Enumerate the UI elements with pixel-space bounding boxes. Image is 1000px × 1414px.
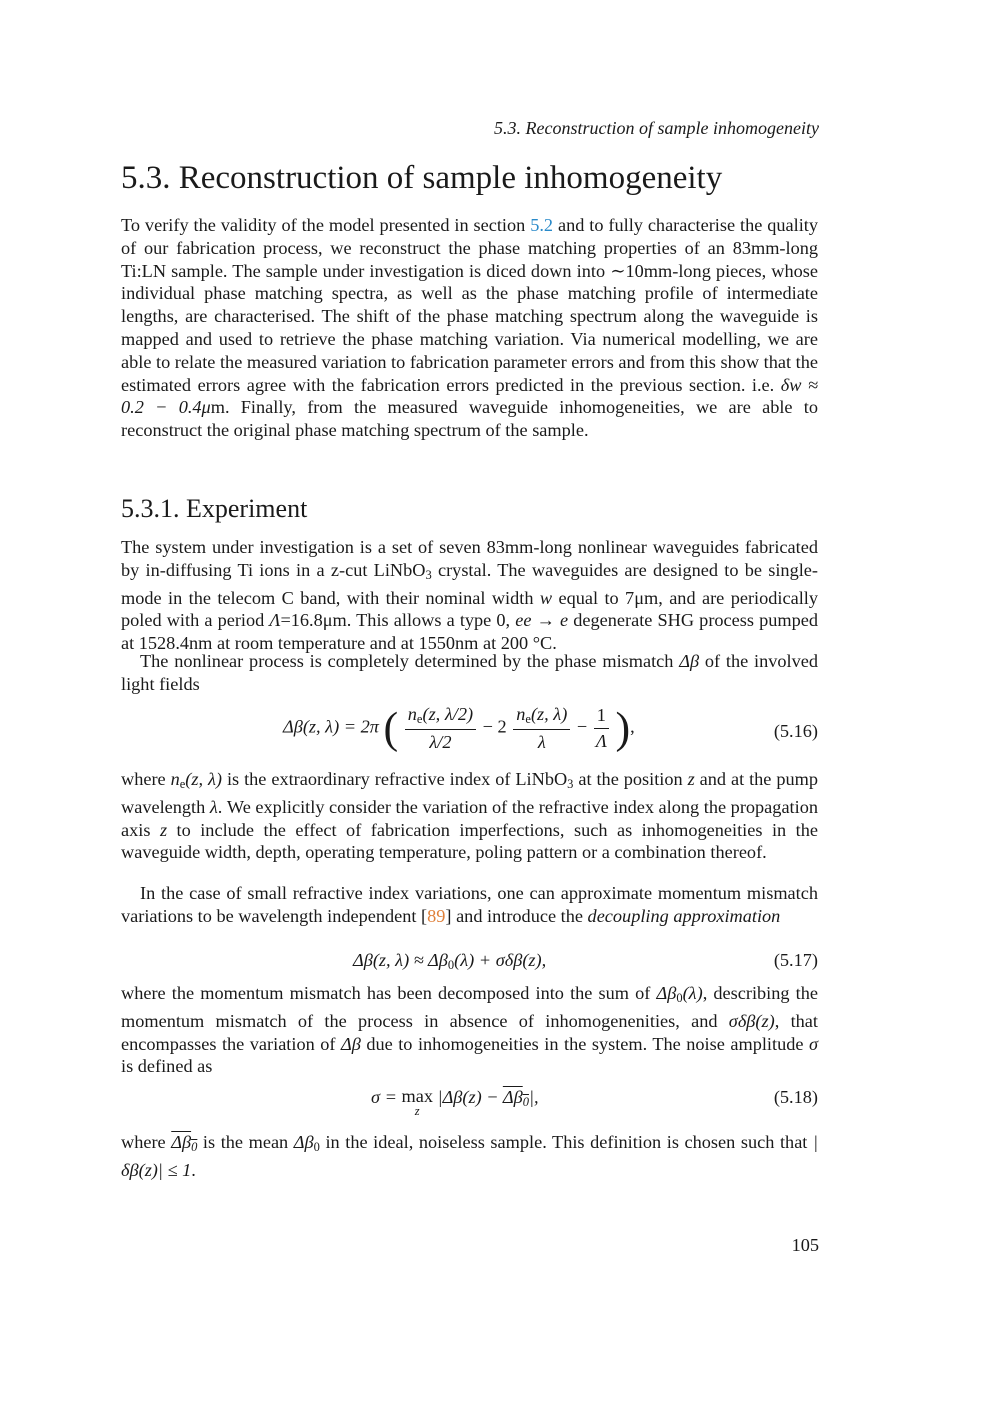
text: at the position (573, 769, 688, 789)
inline-math: z (687, 769, 695, 789)
symbol: |Δβ(z) − (432, 1087, 503, 1107)
text: and at the pump wavelength (121, 769, 818, 817)
text: In the case of small refractive index variations, one can approximate momentum mismatch variations to be wavelength independent [ (121, 883, 818, 926)
running-head: 5.3. Reconstruction of sample inhomogeneity (494, 118, 819, 138)
inline-math: (z, λ) (185, 769, 223, 789)
denominator (594, 729, 609, 752)
text: is the extraordinary refractive index of LiNbO (222, 769, 568, 789)
numerator (513, 704, 570, 730)
inline-math: Δβ (679, 651, 700, 671)
text: The nonlinear process is completely determined by the phase mismatch (140, 651, 680, 671)
subscript: 0 (522, 1095, 529, 1109)
fraction (405, 704, 476, 753)
text: where (121, 769, 171, 789)
intro-paragraph (121, 214, 818, 442)
text: , describing the momentum mismatch of the process in absence of inhomogenenities, and (121, 983, 818, 1031)
max-subscript: z (414, 1104, 420, 1118)
text: , that encompasses the variation of (121, 1010, 818, 1054)
left-paren: ( (383, 703, 399, 753)
text: where (121, 1132, 172, 1152)
inline-math: (λ) (682, 983, 703, 1003)
equation-body (283, 704, 635, 753)
subscript: e (179, 777, 186, 791)
equation-5-18 (121, 1087, 818, 1123)
text: . We explicitly consider the variation of the refractive index along the propagation axis (121, 796, 818, 840)
operator: − (576, 716, 588, 737)
numerator (405, 704, 476, 730)
inline-math: Δβ (293, 1132, 314, 1152)
emphasis: decoupling approximation (587, 905, 781, 926)
inline-math: Δβ (340, 1033, 361, 1054)
text: . (191, 1159, 196, 1180)
equation-5-16 (121, 704, 818, 760)
punctuation: , (630, 716, 635, 737)
symbol: Δβ (502, 1087, 523, 1107)
text: =16.8μm. This allows a type 0, (280, 610, 516, 631)
text: To verify the validity of the model presented in section (121, 215, 531, 235)
right-paren: ) (615, 703, 631, 753)
symbol: (z, λ) (530, 704, 568, 724)
symbol: |, (528, 1087, 539, 1107)
overline-term (503, 1087, 529, 1107)
section-link[interactable]: 5.2 (530, 215, 554, 235)
inline-math: Λ (269, 610, 281, 631)
symbol: λ/2 (429, 732, 452, 752)
paragraph-definition (121, 1131, 818, 1182)
symbol: Δβ(z, λ) ≈ Δβ (353, 950, 448, 970)
subscript: 3 (567, 777, 574, 791)
subscript: e (416, 712, 423, 726)
subscript: 3 (425, 567, 432, 582)
text: of the involved light fields (121, 651, 819, 694)
symbol: Δβ (171, 1132, 192, 1152)
symbol: σ = (371, 1087, 402, 1107)
inline-math: σ (808, 1033, 818, 1054)
paragraph-mismatch (121, 650, 818, 696)
paragraph-system (121, 536, 818, 655)
subscript: 0 (676, 991, 683, 1005)
text: m. Finally, from the measured waveguide inhomogeneities, we are able to reconstruct the original phase matching spectrum of the sample. (121, 397, 818, 441)
numerator: 1 (594, 705, 609, 729)
equation-body (353, 950, 546, 973)
inline-math: δw ≈ 0.2 − 0.4μ (121, 374, 819, 418)
max-label: max (401, 1086, 433, 1106)
inline-math: λ (209, 796, 218, 817)
subscript: 0 (313, 1140, 320, 1154)
equation-body (371, 1087, 539, 1117)
symbol: n (516, 704, 526, 724)
symbol: λ (537, 732, 546, 752)
symbol: (z, λ/2) (422, 704, 474, 724)
inline-math: Δβ (656, 983, 677, 1003)
subsection-title: 5.3.1. Experiment (121, 494, 308, 523)
inline-math: z (159, 819, 168, 840)
text: is the mean (197, 1132, 294, 1152)
denominator (405, 730, 476, 753)
overline-term (171, 1132, 197, 1152)
inline-math: |δβ(z)| ≤ 1 (121, 1132, 818, 1180)
symbol: n (407, 704, 417, 724)
equation-number: (5.17) (773, 950, 818, 970)
symbol: (λ) + σδβ(z), (454, 950, 547, 970)
text: equal to 7μm, and are periodically poled with a period (121, 587, 819, 631)
max-operator (402, 1087, 433, 1117)
fraction (513, 704, 570, 753)
equation-5-17 (121, 950, 818, 974)
text: to include the effect of fabrication imperfections, such as inhomogeneities in the waveguide width, depth, operating temperature, poling pattern or a combination thereof. (121, 819, 818, 863)
denominator (513, 730, 570, 753)
inline-math: σδβ(z) (728, 1010, 775, 1031)
equation-number: (5.16) (773, 721, 818, 741)
text: ] and introduce the (445, 905, 588, 926)
subscript: 0 (447, 958, 455, 972)
citation-link[interactable]: 89 (427, 905, 446, 926)
paragraph-refractive-index (121, 768, 818, 864)
subscript: 0 (191, 1140, 198, 1154)
text: due to inhomogeneities in the system. The noise amplitude (360, 1033, 809, 1054)
text: and to fully characterise the quality of our fabrication process, we reconstruct the phase matching properties of an 83mm-long Ti:LN sample. The sample under investigation is diced down into ∼10mm-long pieces, whose individual phase matching spectra, as well as the phase matching profile of intermediate lengths, are characterised. The shift of the phase matching spectrum along the waveguide is mapped and used to retrieve the phase matching variation. Via numerical modelling, we are able to relate the measured variation to fabrication parameter errors and from this show that the estimated errors agree with the fabrication errors predicted in the previous section. i.e. (121, 215, 818, 395)
text: where the momentum mismatch has been decomposed into the sum of (121, 983, 657, 1003)
fraction (594, 705, 609, 752)
operator: − 2 (482, 716, 507, 737)
paragraph-decoupling (121, 882, 818, 928)
text: degenerate SHG process pumped at 1528.4nm at room temperature and at 1550nm at 200 °C. (121, 610, 819, 654)
subscript: e (525, 712, 531, 726)
text: crystal. The waveguides are designed to be single-mode in the telecom C band, with their nominal width (121, 559, 818, 608)
text: The system under investigation is a set of seven 83mm-long nonlinear waveguides fabricated by in-diffusing Ti ions in a z-cut LiNbO (121, 537, 818, 580)
text: in the ideal, noiseless sample. This definition is chosen such that (319, 1132, 813, 1152)
inline-math: n (170, 769, 180, 789)
paragraph-decomposition (121, 982, 818, 1078)
section-title: 5.3. Reconstruction of sample inhomogeneity (121, 160, 723, 196)
equation-lhs: Δβ(z, λ) = 2π (283, 716, 379, 737)
text: is defined as (121, 1056, 213, 1077)
page-number: 105 (791, 1235, 819, 1255)
inline-math: ee → e (515, 610, 569, 631)
symbol: Λ (595, 731, 607, 751)
equation-number: (5.18) (773, 1087, 818, 1107)
inline-math: w (539, 587, 553, 608)
